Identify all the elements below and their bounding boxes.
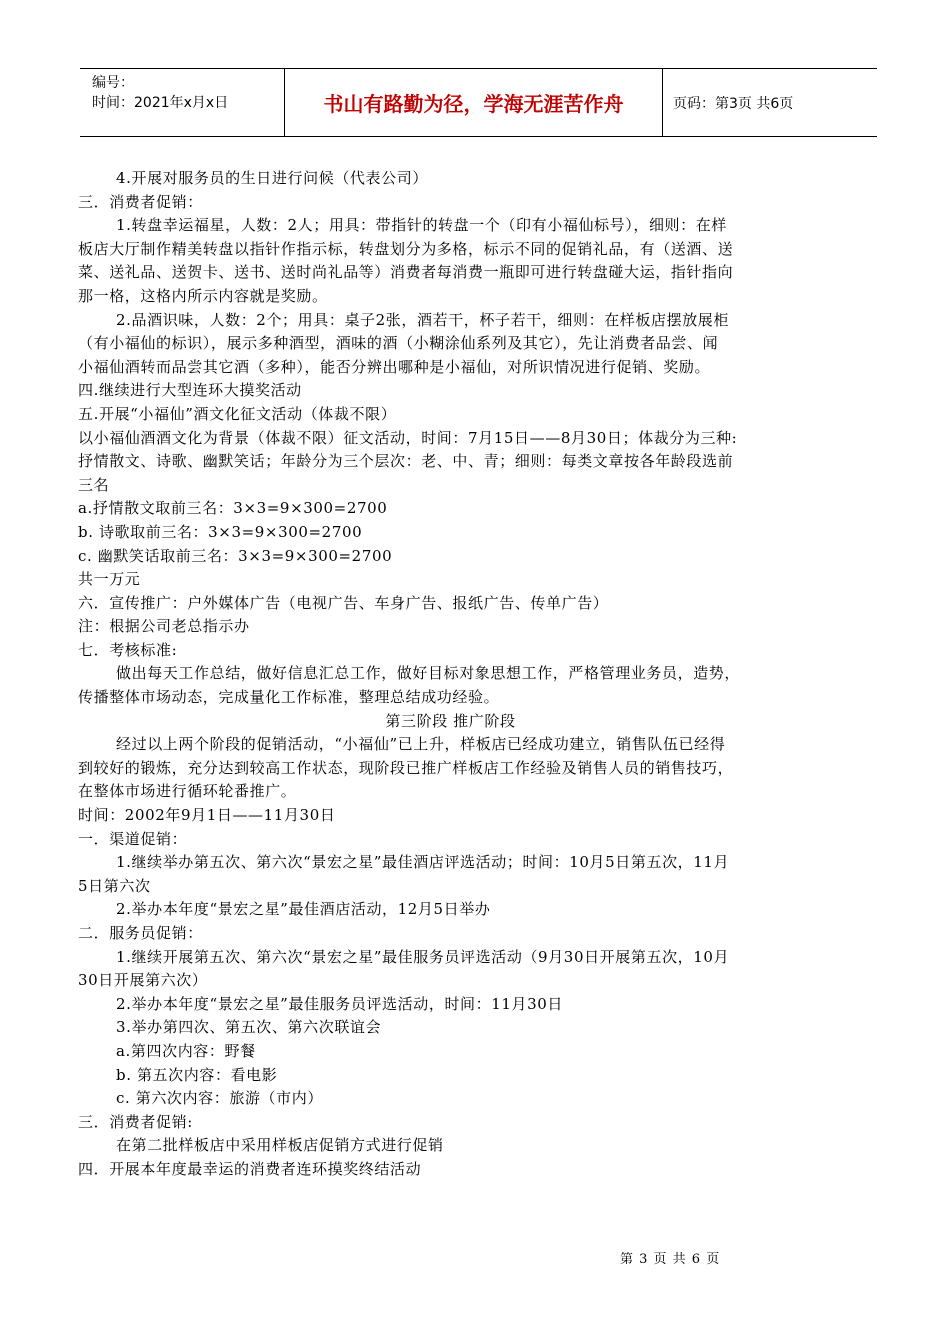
document-time-label: 时间：2021年x月x日 [92,95,229,111]
body-text-line: 小福仙酒转而品尝其它酒（多种），能否分辨出哪种是小福仙，对所识情况进行促销、奖励。 [78,357,711,376]
body-text-line: 三．消费者促销： [78,192,203,211]
header-motto: 书山有路勤为径，学海无涯苦作舟 [285,69,663,136]
body-text-line: 3.举办第四次、第五次、第六次联谊会 [116,1018,382,1037]
body-text-line: 四．开展本年度最幸运的消费者连环摸奖终结活动 [78,1159,422,1178]
body-text-line: 1.继续举办第五次、第六次“景宏之星”最佳酒店评选活动；时间：10月5日第五次，11月 [116,853,730,872]
body-text-line: （有小福仙的标识），展示多种酒型，酒味的酒（小糊涂仙系列及其它），先让消费者品尝、闻 [78,334,719,353]
document-number-label: 编号： [92,75,134,91]
body-text-line: 七．考核标准: [78,640,178,659]
body-text-line: b. 第五次内容：看电影 [116,1065,278,1084]
body-text-line: 三．消费者促销: [78,1112,193,1131]
page-footer: 第 3 页 共 6 页 [620,1252,721,1267]
header-meta [80,69,285,136]
body-text-line: 30日开展第六次） [78,971,208,990]
header-page-number: 页码：第3页 共6页 [673,95,794,112]
body-text-line: 五.开展“小福仙”酒文化征文活动（体裁不限） [78,404,397,423]
body-text-line: 共一万元 [78,570,141,589]
body-text-line: 二．服务员促销： [78,924,203,942]
body-text-line: c. 第六次内容：旅游（市内） [116,1089,323,1108]
body-text-line: 4.开展对服务员的生日进行问候（代表公司） [116,169,428,187]
document-body [78,167,893,1182]
section-heading: 第三阶段 推广阶段 [385,711,516,730]
body-text-line: 在第二批样板店中采用样板店促销方式进行促销 [116,1136,444,1155]
body-text-line: 2.举办本年度“景宏之星”最佳服务员评选活动，时间：11月30日 [116,994,564,1013]
body-text-line: 以小福仙酒酒文化为背景（体裁不限）征文活动，时间：7月15日——8月30日；体裁分为三种: [78,428,738,447]
body-text-line: 1.转盘幸运福星，人数：2人；用具：带指针的转盘一个（印有小福仙标号），细则：在样 [116,216,727,235]
body-text-line: 经过以上两个阶段的促销活动，“小福仙”已上升，样板店已经成功建立，销售队伍已经得 [116,735,726,754]
body-text-line: 在整体市场进行循环轮番推广。 [78,782,297,801]
body-text-line: b. 诗歌取前三名：3×3=9×300=2700 [78,522,363,541]
body-text-line: 那一格，这格内所示内容就是奖励。 [78,286,328,305]
body-text-line: 抒情散文、诗歌、幽默笑话；年龄分为三个层次：老、中、青；细则：每类文章按各年龄段选前 [78,452,734,471]
body-text-line: 2.品酒识味，人数：2个；用具：桌子2张，酒若干，杯子若干，细则：在样板店摆放展柜 [116,310,730,329]
body-text-line: 六．宣传推广：户外媒体广告（电视广告、车身广告、报纸广告、传单广告） [78,593,609,612]
body-text-line: 1.继续开展第五次、第六次“景宏之星”最佳服务员评选活动（9月30日开展第五次，10月 [116,947,730,966]
body-text-line: 做出每天工作总结，做好信息汇总工作，做好目标对象思想工作，严格管理业务员，造势， [116,664,741,683]
body-text-line: 菜、送礼品、送贺卡、送书、送时尚礼品等）消费者每消费一瓶即可进行转盘碰大运，指针指向 [78,263,734,282]
body-text-line: 到较好的锻炼，充分达到较高工作状态，现阶段已推广样板店工作经验及销售人员的销售技巧， [78,758,734,777]
body-text-line: 四.继续进行大型连环大摸奖活动 [78,381,302,400]
page-header [80,68,877,137]
body-text-line: 2.举办本年度“景宏之星”最佳酒店活动，12月5日举办 [116,900,491,919]
body-text-line: a.第四次内容：野餐 [116,1041,256,1060]
body-text-line: a.抒情散文取前三名：3×3=9×300=2700 [78,499,388,518]
body-text-line: 一．渠道促销： [78,829,188,848]
body-text-line: 传播整体市场动态，完成量化工作标准，整理总结成功经验。 [78,688,500,707]
body-text-line: 三名 [78,475,110,494]
body-text-line: 板店大厅制作精美转盘以指针作指示标，转盘划分为多格，标示不同的促销礼品，有（送酒、送 [78,239,734,258]
body-text-line: 时间：2002年9月1日——11月30日 [78,806,336,825]
body-text-line: 5日第六次 [78,876,151,895]
body-text-line: c. 幽默笑话取前三名：3×3=9×300=2700 [78,546,393,565]
body-text-line: 注：根据公司老总指示办 [78,617,250,636]
